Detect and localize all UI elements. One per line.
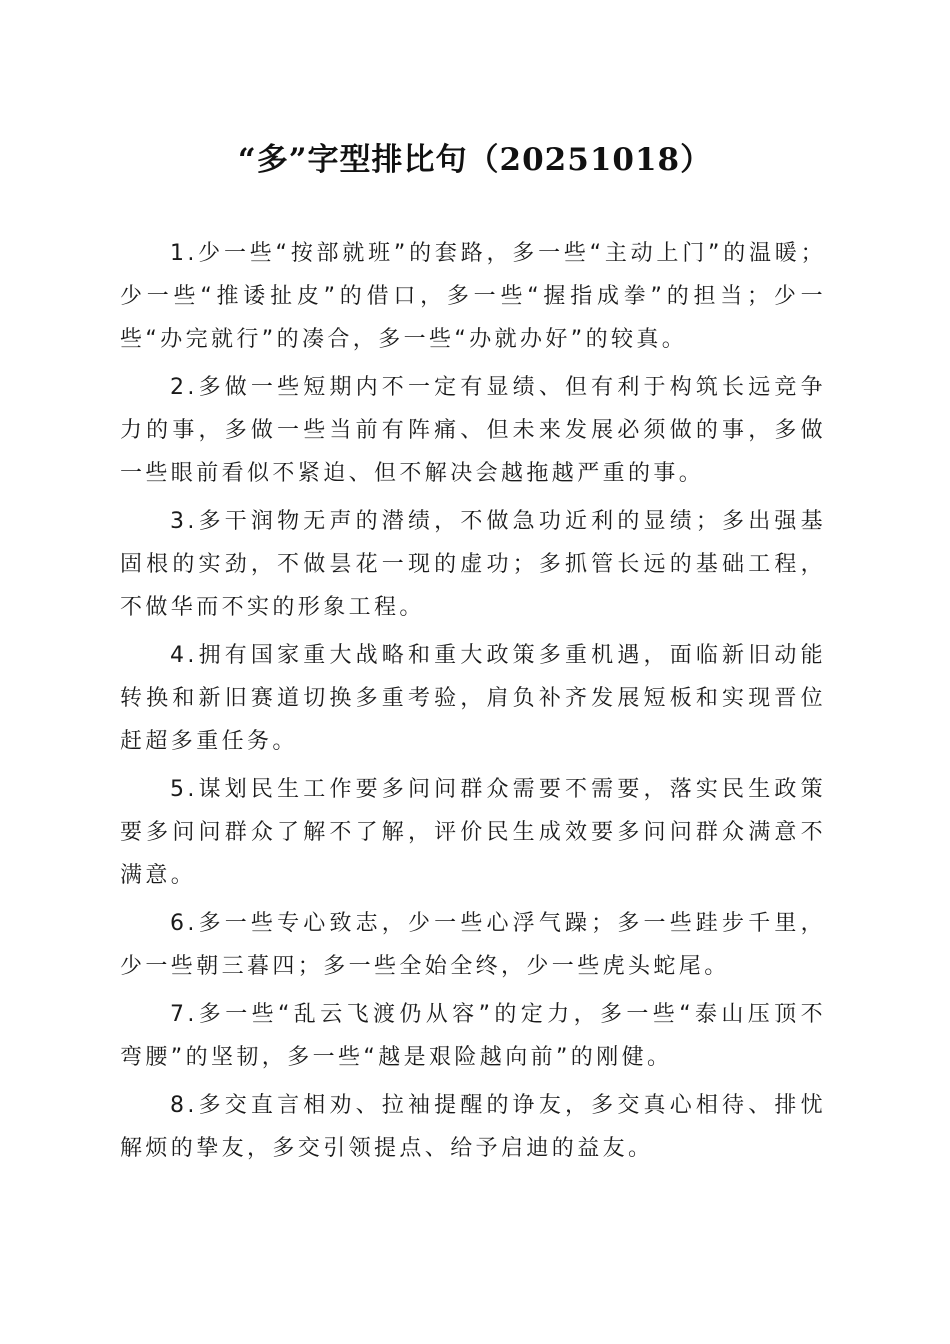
paragraph-3: 3.多干润物无声的潜绩，不做急功近利的显绩；多出强基固根的实劲，不做昙花一现的虚功；多抓管长远的基础工程，不做华而不实的形象工程。 <box>120 509 826 620</box>
document-body <box>120 232 826 1170</box>
paragraph-2: 2.多做一些短期内不一定有显绩、但有利于构筑长远竞争力的事，多做一些当前有阵痛、但未来发展必须做的事，多做一些眼前看似不紧迫、但不解决会越拖越严重的事。 <box>120 375 826 486</box>
document-title: “多”字型排比句（20251018） <box>237 142 713 178</box>
paragraph-1: 1.少一些“按部就班”的套路，多一些“主动上门”的温暖；少一些“推诿扯皮”的借口，多一些“握指成拳”的担当；少一些“办完就行”的凑合，多一些“办就办好”的较真。 <box>120 241 826 352</box>
paragraph-4: 4.拥有国家重大战略和重大政策多重机遇，面临新旧动能转换和新旧赛道切换多重考验，肩负补齐发展短板和实现晋位赶超多重任务。 <box>120 643 826 754</box>
paragraph-5: 5.谋划民生工作要多问问群众需要不需要，落实民生政策要多问问群众了解不了解，评价民生成效要多问问群众满意不满意。 <box>120 777 826 888</box>
paragraph-7: 7.多一些“乱云飞渡仍从容”的定力，多一些“泰山压顶不弯腰”的坚韧，多一些“越是艰险越向前”的刚健。 <box>120 1002 826 1070</box>
paragraph-6: 6.多一些专心致志，少一些心浮气躁；多一些跬步千里，少一些朝三暮四；多一些全始全终，少一些虎头蛇尾。 <box>120 911 826 979</box>
paragraph-8: 8.多交直言相劝、拉袖提醒的诤友，多交真心相待、排忧解烦的挚友，多交引领提点、给予启迪的益友。 <box>120 1093 826 1161</box>
